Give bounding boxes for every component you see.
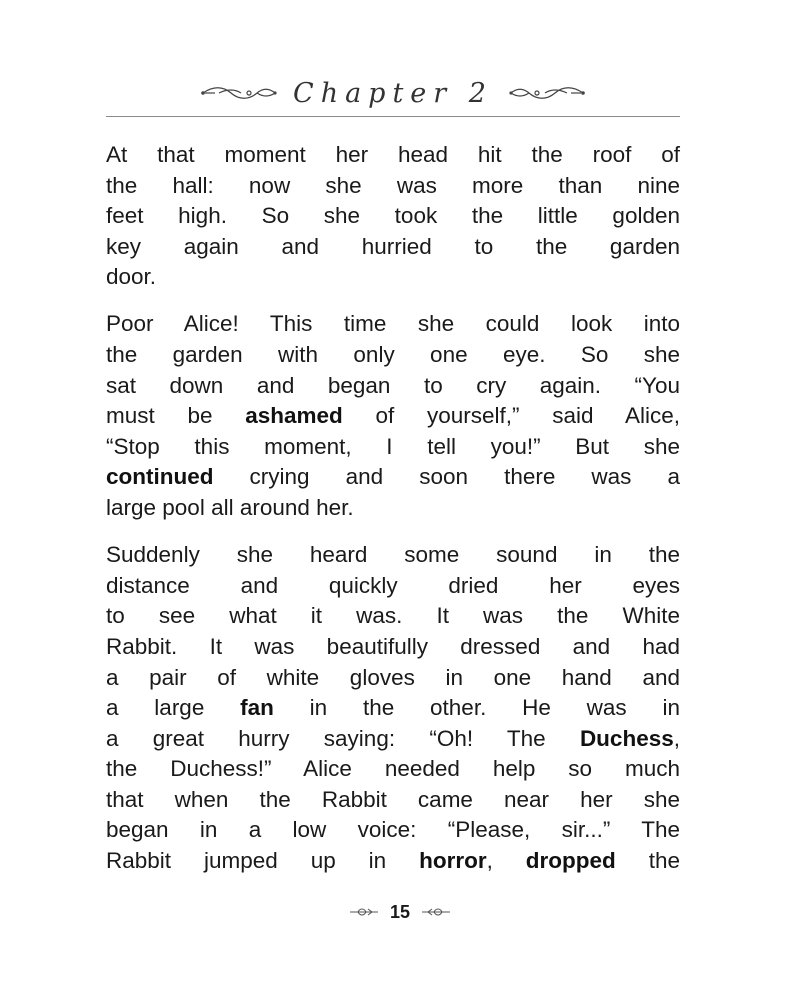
text-segment: a great hurry saying: “Oh! The — [106, 725, 580, 751]
page-number: 15 — [389, 901, 411, 922]
text-segment: a large — [106, 695, 241, 721]
text-line — [106, 632, 680, 663]
text-segment: door. — [106, 264, 157, 290]
text-segment: crying and soon there was a — [213, 464, 680, 490]
text-segment: large pool all around her. — [106, 495, 354, 521]
header-divider — [106, 116, 680, 117]
page-footer — [0, 898, 800, 926]
text-segment: “Stop this moment, I tell you!” But she — [106, 433, 680, 459]
text-line — [106, 815, 680, 846]
text-line — [106, 724, 680, 755]
bold-vocab-word: horror — [419, 848, 487, 874]
text-line — [106, 201, 680, 232]
bold-vocab-word: fan — [240, 695, 274, 721]
text-line — [106, 340, 680, 371]
text-line — [106, 232, 680, 263]
text-line — [106, 663, 680, 694]
text-segment: the hall: now she was more than nine — [106, 172, 680, 198]
text-line — [106, 401, 680, 432]
text-segment: the garden with only one eye. So she — [106, 342, 680, 368]
text-line — [106, 601, 680, 632]
text-line — [106, 540, 680, 571]
text-segment: , — [486, 848, 526, 874]
text-segment: that when the Rabbit came near her she — [106, 786, 680, 812]
text-segment: Rabbit. It was beautifully dressed and had — [106, 633, 680, 659]
text-line — [106, 432, 680, 463]
text-segment: Rabbit jumped up in — [106, 848, 420, 874]
text-segment: the — [615, 848, 680, 874]
chapter-title: Chapter 2 — [293, 77, 493, 109]
text-segment: feet high. So she took the little golden — [106, 203, 680, 229]
text-line — [106, 785, 680, 816]
text-line — [106, 754, 680, 785]
flourish-right-icon — [507, 82, 587, 104]
text-line — [106, 493, 680, 524]
text-line — [106, 371, 680, 402]
chapter-header — [106, 70, 680, 116]
text-segment: began in a low voice: “Please, sir...” The — [106, 817, 680, 843]
footer-ornament-left-icon — [348, 907, 380, 917]
text-line — [106, 309, 680, 340]
text-segment: to see what it was. It was the White — [106, 603, 680, 629]
text-segment: in the other. He was in — [273, 695, 680, 721]
text-segment: sat down and began to cry again. “You — [106, 372, 680, 398]
footer-ornament-right-icon — [420, 907, 452, 917]
text-line — [106, 140, 680, 171]
flourish-left-icon — [199, 82, 279, 104]
paragraph — [106, 540, 680, 877]
text-segment: , — [673, 725, 680, 751]
paragraph — [106, 309, 680, 523]
story-text — [106, 140, 680, 893]
bold-vocab-word: Duchess — [579, 725, 674, 751]
bold-vocab-word: dropped — [525, 848, 616, 874]
text-segment: a pair of white gloves in one hand and — [106, 664, 680, 690]
text-segment: distance and quickly dried her eyes — [106, 572, 680, 598]
text-line — [106, 462, 680, 493]
text-segment: Poor Alice! This time she could look into — [106, 311, 680, 337]
bold-vocab-word: continued — [106, 464, 214, 490]
text-segment: must be — [106, 403, 246, 429]
text-line — [106, 262, 680, 293]
text-line — [106, 171, 680, 202]
text-segment: of yourself,” said Alice, — [342, 403, 680, 429]
text-line — [106, 571, 680, 602]
text-line — [106, 846, 680, 877]
paragraph — [106, 140, 680, 293]
bold-vocab-word: ashamed — [245, 403, 343, 429]
text-segment: key again and hurried to the garden — [106, 233, 680, 259]
text-line — [106, 693, 680, 724]
text-segment: At that moment her head hit the roof of — [106, 142, 680, 167]
text-segment: Suddenly she heard some sound in the — [106, 542, 680, 568]
text-segment: the Duchess!” Alice needed help so much — [106, 756, 680, 782]
